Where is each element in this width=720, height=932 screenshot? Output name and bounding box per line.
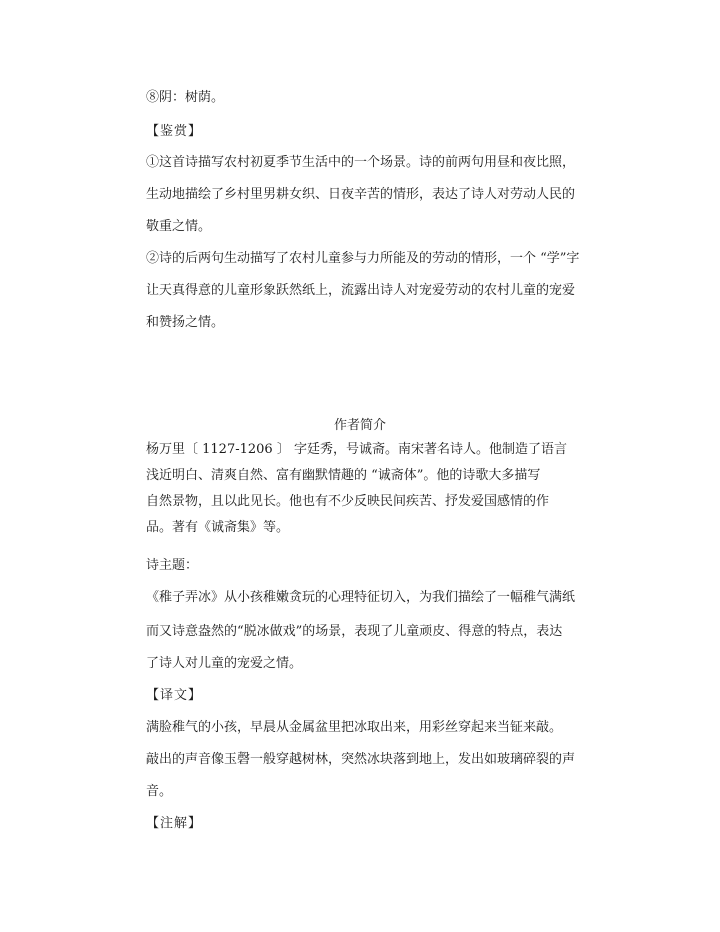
appreciation-line: 让天真得意的儿童形象跃然纸上，流露出诗人对宠爱劳动的农村儿童的宠爱: [146, 283, 576, 298]
notes-heading: 【注解】: [146, 816, 203, 831]
translation-line: 满脸稚气的小孩，早晨从金属盆里把冰取出来，用彩丝穿起来当钲来敲。: [146, 720, 563, 735]
appreciation-line: 生动地描绘了乡村里男耕女织、日夜辛苦的情形，表达了诗人对劳动人民的: [146, 187, 576, 202]
author-line: 品。著有《诚斋集》等。: [146, 520, 290, 535]
translation-line: 敲出的声音像玉磬一般穿越树林，突然冰块落到地上，发出如玻璃碎裂的声: [146, 752, 576, 767]
appreciation-heading: 【鉴赏】: [146, 124, 203, 139]
translation-heading: 【译文】: [146, 688, 203, 703]
appreciation-line: ②诗的后两句生动描写了农村儿童参与力所能及的劳动的情形，一个 “学”字: [146, 251, 580, 266]
author-line: 浅近明白、清爽自然、富有幽默情趣的 “诚斋体”。他的诗歌大多描写: [146, 468, 541, 483]
theme-line: 《稚子弄冰》从小孩稚嫩贪玩的心理特征切入，为我们描绘了一幅稚气满纸: [146, 590, 576, 605]
appreciation-line: 敬重之情。: [146, 219, 212, 234]
author-title: 作者简介: [333, 418, 386, 433]
note-8: ⑧阴：树荫。: [146, 90, 225, 105]
appreciation-line: 和赞扬之情。: [146, 315, 225, 330]
appreciation-line: ①这首诗描写农村初夏季节生活中的一个场景。诗的前两句用昼和夜比照，: [146, 155, 576, 170]
author-line: 杨万里〔 1127-1206 〕 字廷秀，号诚斋。南宋著名诗人。他制造了语言: [146, 442, 567, 457]
theme-line: 而又诗意盎然的“脱冰做戏”的场景，表现了儿童顽皮、得意的特点，表达: [146, 624, 563, 639]
theme-line: 了诗人对儿童的宠爱之情。: [146, 656, 303, 671]
theme-heading: 诗主题：: [146, 558, 199, 573]
author-line: 自然景物，且以此见长。他也有不少反映民间疾苦、抒发爱国感情的作: [146, 494, 550, 509]
translation-line: 音。: [146, 784, 173, 799]
